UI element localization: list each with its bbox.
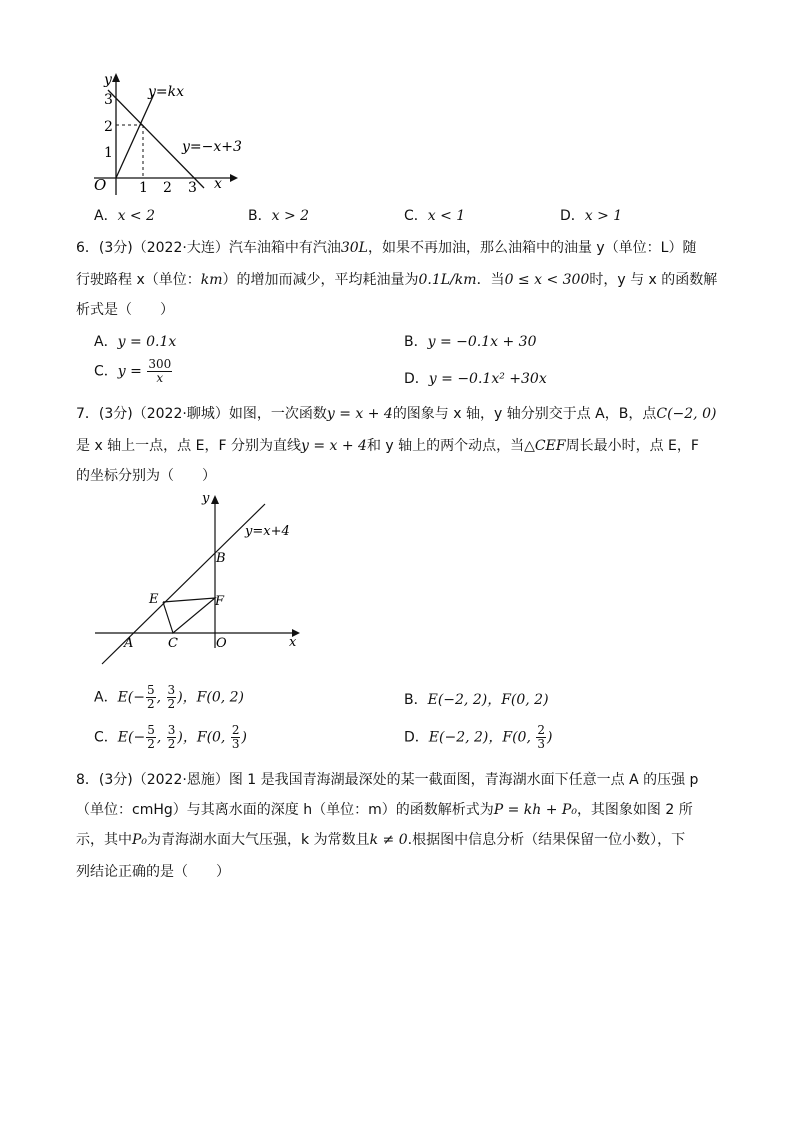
xtick-2: 2 bbox=[163, 180, 172, 195]
q7-option-b: B．E(−2, 2)，F(0, 2) bbox=[404, 692, 549, 708]
q7-option-d: D．E(−2, 2)，F(0, $\frac{2}{3}$ ) bbox=[404, 723, 553, 751]
y-axis-label: y bbox=[104, 72, 112, 88]
point-b-label: B bbox=[216, 551, 226, 566]
xtick-3: 3 bbox=[188, 180, 197, 195]
q6-option-a: A．y = 0.1x bbox=[94, 334, 177, 350]
y-axis-arrow bbox=[211, 495, 219, 504]
line2-label: y=−x+3 bbox=[182, 139, 242, 155]
q6-option-c: C．y = $\frac{300}{x}$ bbox=[94, 357, 172, 385]
y-axis-arrow bbox=[112, 73, 120, 82]
q7-option-c: C．E(− $\frac{5}{2}$ , $\frac{3}{2}$ )，F(0, $\frac{2}{3}$ ) bbox=[94, 723, 247, 751]
q5-option-d: D．x > 1 bbox=[560, 208, 623, 224]
q8-line-2: （单位：cmHg）与其离水面的深度 h（单位：m）的函数解析式为P = kh + P₀，其图象如图 2 所 bbox=[76, 802, 693, 818]
figure-line-y-x-plus-4 bbox=[90, 488, 310, 668]
x-axis-arrow bbox=[230, 174, 238, 182]
line-label: y=x+4 bbox=[245, 524, 290, 539]
q6-line-1: 6．(3分)（2022·大连）汽车油箱中有汽油30L，如果不再加油，那么油箱中的油量 y（单位：L）随 bbox=[76, 240, 697, 256]
xtick-1: 1 bbox=[139, 180, 148, 195]
q8-line-3: 示，其中P₀为青海湖水面大气压强，k 为常数且k ≠ 0.根据图中信息分析（结果保留一位小数），下 bbox=[76, 832, 686, 848]
figure-kx-graph bbox=[88, 70, 258, 195]
triangle-cef bbox=[163, 598, 215, 633]
q5-option-b: B．x > 2 bbox=[248, 208, 310, 224]
q8-line-4: 列结论正确的是（ ） bbox=[76, 864, 230, 880]
q7-option-a: A．E(− $\frac{5}{2}$ , $\frac{3}{2}$ )，F(0, 2) bbox=[94, 683, 245, 711]
q7-line-1: 7．(3分)（2022·聊城）如图，一次函数y = x + 4的图象与 x 轴，y 轴分别交于点 A，B，点C(−2, 0) bbox=[76, 406, 717, 422]
q6-line-2: 行驶路程 x（单位：km）的增加而减少，平均耗油量为0.1L/km．当0 ≤ x < 300时，y 与 x 的函数解 bbox=[76, 272, 718, 288]
q8-line-1: 8．(3分)（2022·恩施）图 1 是我国青海湖最深处的某一截面图，青海湖水面下任意一点 A 的压强 p bbox=[76, 772, 699, 788]
ytick-2: 2 bbox=[104, 119, 113, 135]
q7-line-2: 是 x 轴上一点，点 E，F 分别为直线y = x + 4和 y 轴上的两个动点，当△CEF周长最小时，点 E，F bbox=[76, 438, 699, 454]
origin-label: O bbox=[94, 176, 107, 194]
ytick-3: 3 bbox=[104, 92, 113, 108]
line-kx bbox=[116, 94, 154, 178]
point-a-label: A bbox=[124, 636, 134, 651]
x-axis-label: x bbox=[214, 176, 222, 192]
q6-option-d: D．y = −0.1x² +30x bbox=[404, 371, 547, 387]
point-c-label: C bbox=[168, 636, 178, 651]
q6-option-b: B．y = −0.1x + 30 bbox=[404, 334, 537, 350]
point-f-label: F bbox=[215, 594, 225, 609]
q6-line-3: 析式是（ ） bbox=[76, 302, 174, 318]
q7-line-3: 的坐标分别为（ ） bbox=[76, 468, 216, 484]
x-axis-label: x bbox=[289, 635, 297, 650]
q5-option-c: C．x < 1 bbox=[404, 208, 466, 224]
y-axis-label: y bbox=[202, 491, 210, 506]
line1-label: y=kx bbox=[148, 84, 185, 100]
q5-option-a: A．x < 2 bbox=[94, 208, 156, 224]
origin-label: O bbox=[216, 636, 227, 651]
ytick-1: 1 bbox=[104, 145, 113, 161]
point-e-label: E bbox=[149, 592, 159, 607]
